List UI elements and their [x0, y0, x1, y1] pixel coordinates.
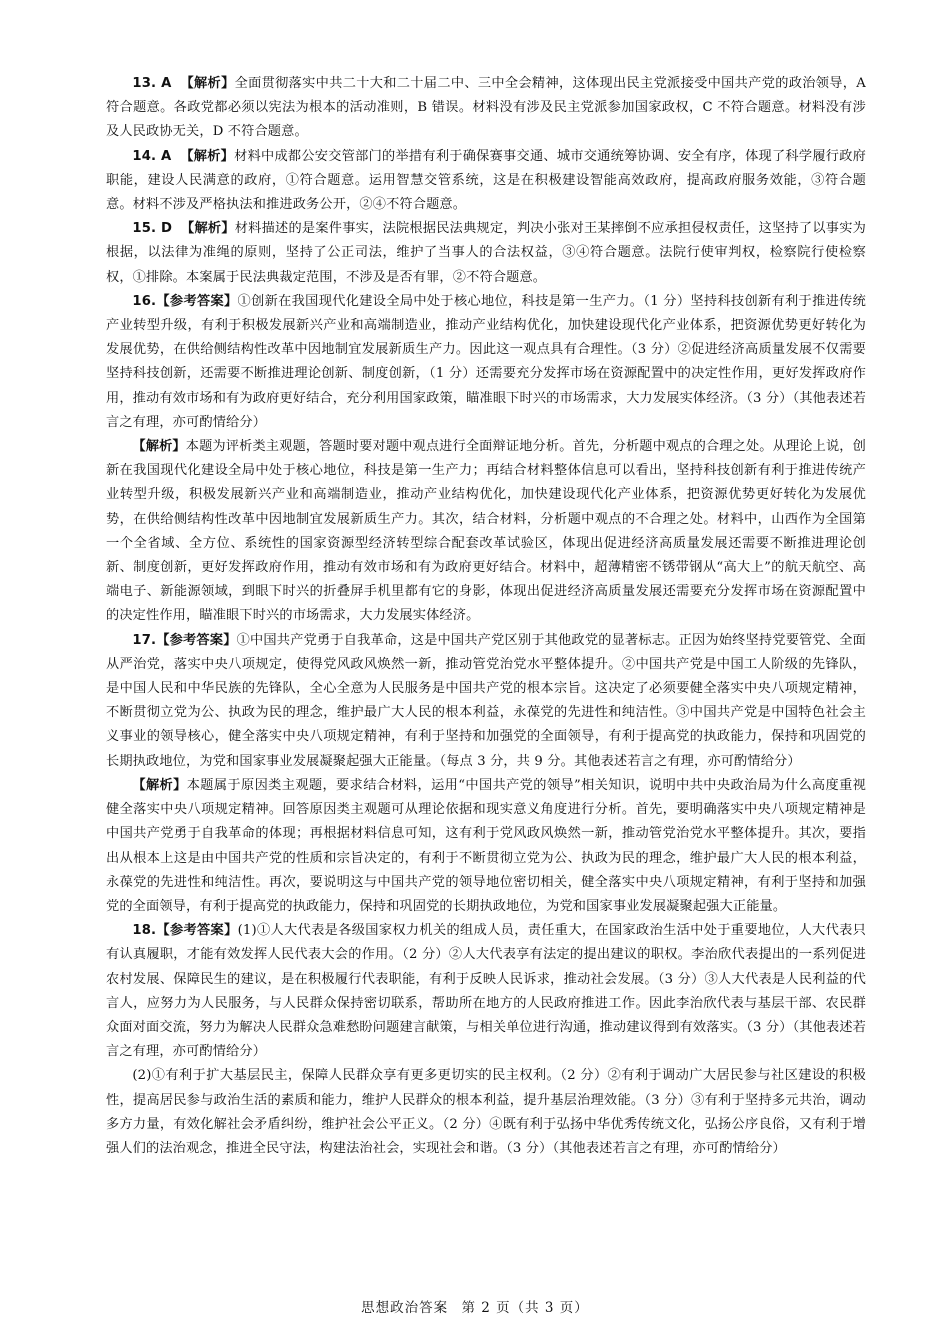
question-number: 18.	[132, 923, 157, 939]
analysis-tag: 【解析】	[181, 221, 235, 237]
question-number: 13. A	[132, 76, 172, 91]
answer-text: (1)①人大代表是各级国家权力机关的组成人员，责任重大，在国家政治生活中处于重要地位，人大代表只有认真履职，才能有效发挥人民代表大会的作用。（2 分）②人大代表享有法定的提出建议的职权。李治欣代表提出的一系列促进农村发展、保障民生的建议，是在积极履行代表职能，有利于反映人民诉求，推动社会发展。（3 分）③人大代表是人民利益的代言人，应努力为人民服务，与人民群众保持密切联系，帮助所在地方的人民政府推进工作。因此李治欣代表与基层干部、农民群众面对面交流，努力为解决人民群众急难愁盼问题建言献策，与相关单位进行沟通，推动建议得到有效落实。（3 分）（其他表述若言之有理，亦可酌情给分）	[106, 923, 866, 1060]
footer-subject: 思想政治答案	[361, 1300, 449, 1316]
page-footer	[0, 1296, 950, 1316]
analysis-tag: 【解析】	[180, 148, 235, 164]
analysis-tag: 【解析】	[180, 76, 235, 91]
answer-17	[106, 629, 866, 774]
analysis-text: 本题属于原因类主观题，要求结合材料，运用“中国共产党的领导”相关知识，说明中共中央政治局为什么高度重视健全落实中央八项规定精神。回答原因类主观题可从理论依据和现实意义角度进行分析。首先，要明确落实中央八项规定精神是中国共产党勇于自我革命的体现；再根据材料信息可知，这有利于党风政风焕然一新，推动管党治党水平整体提升。其次，要指出从根本上这是由中国共产党的性质和宗旨决定的，有利于不断贯彻立党为公、执政为民的理念，维护最广大人民的根本利益，永葆党的先进性和纯洁性。再次，要说明这与中国共产党的领导地位密切相关，健全落实中央八项规定精神，有利于坚持和加强党的全面领导，有利于提高党的执政能力，保持和巩固党的长期执政地位，为党和国家事业发展凝聚起强大正能量。	[106, 777, 866, 914]
answer-text: 全面贯彻落实中共二十大和二十届二中、三中全会精神，这体现出民主党派接受中国共产党的政治领导，A 符合题意。各政党都必须以宪法为根本的活动准则，B 错误。材料没有涉及民主党派参加国家政权，C 不符合题意。材料没有涉及人民政协无关，D 不符合题意。	[106, 76, 866, 140]
analysis-tag: 【解析】	[132, 439, 186, 455]
analysis-text: 本题为评析类主观题，答题时要对题中观点进行全面辩证地分析。首先，分析题中观点的合理之处。从理论上说，创新在我国现代化建设全局中处于核心地位，科技是第一生产力；再结合材料整体信息可以看出，坚持科技创新有利于推进传统产业转型升级，积极发展新兴产业和高端制造业，推动产业结构优化，加快建设现代化产业体系，把资源优势更好转化为发展优势，在供给侧结构性改革中因地制宜发展新质生产力。其次，结合材料，分析题中观点的不合理之处。材料中，山西作为全国第一个全省域、全方位、系统性的国家资源型经济转型综合配套改革试验区，体现出促进经济高质量发展还需要不断推进理论创新、制度创新，更好发挥政府作用，推动有效市场和有为政府更好结合。材料中，超薄精密不锈带钢从“高大上”的航天航空、高端电子、新能源领域，到眼下时兴的折叠屏手机里都有它的身影，体现出促进经济高质量发展还需要充分发挥市场在资源配置中的决定性作用，瞄准眼下时兴的市场需求，大力发展实体经济。	[106, 439, 866, 624]
reference-answer-tag: 【参考答案】	[156, 632, 237, 648]
answer-text: (2)①有利于扩大基层民主，保障人民群众享有更多更切实的民主权利。（2 分）②有利于调动广大居民参与社区建设的积极性，提高居民参与政治生活的素质和能力，维护人民群众的根本利益，提升基层治理效能。（3 分）③有利于坚持多元共治，调动多方力量，有效化解社会矛盾纠纷，维护社会公平正义。（2 分）④既有利于弘扬中华优秀传统文化，弘扬公序良俗，又有利于增强人们的法治观念，推进全民守法，构建法治社会，实现社会和谐。（3 分）（其他表述若言之有理，亦可酌情给分）	[106, 1068, 866, 1156]
question-number: 16.	[132, 293, 157, 309]
answer-text: 材料描述的是案件事实，法院根据民法典规定，判决小张对王某摔倒不应承担侵权责任，这坚持了以事实为根据，以法律为准绳的原则，坚持了公正司法，维护了当事人的合法权益，③④符合题意。法院行使审判权，检察院行使检察权，①排除。本案属于民法典裁定范围，不涉及是否有罪，②不符合题意。	[106, 221, 866, 285]
question-number: 15. D	[132, 221, 173, 237]
answer-18-part-2	[106, 1064, 866, 1161]
answer-text: ①中国共产党勇于自我革命，这是中国共产党区别于其他政党的显著标志。正因为始终坚持党要管党、全面从严治党，落实中央八项规定，使得党风政风焕然一新，推动管党治党水平整体提升。②中国共产党是中国工人阶级的先锋队，是中国人民和中华民族的先锋队，全心全意为人民服务是中国共产党的根本宗旨。这决定了必须要健全落实中央八项规定精神，不断贯彻立党为公、执政为民的理念，维护最广大人民的根本利益，永葆党的先进性和纯洁性。③中国共产党是中国特色社会主义事业的领导核心，健全落实中央八项规定精神，有利于坚持和加强党的全面领导，有利于提高党的执政能力，保持和巩固党的长期执政地位，为党和国家事业发展凝聚起强大正能量。（每点 3 分，共 9 分。其他表述若言之有理，亦可酌情给分）	[106, 632, 867, 769]
answer-15	[106, 217, 866, 290]
analysis-tag: 【解析】	[132, 777, 187, 793]
answer-18	[106, 919, 866, 1064]
reference-answer-tag: 【参考答案】	[156, 293, 238, 309]
question-number: 14. A	[132, 148, 172, 164]
answer-13	[106, 72, 866, 145]
analysis-17	[106, 774, 866, 919]
answer-content	[106, 72, 866, 1161]
answer-text: 材料中成都公安交管部门的举措有利于确保赛事交通、城市交通统筹协调、安全有序，体现了科学履行政府职能，建设人民满意的政府，①符合题意。运用智慧交管系统，这是在积极建设智能高效政府，提高政府服务效能，③符合题意。材料不涉及严格执法和推进政务公开，②④不符合题意。	[106, 148, 867, 213]
answer-14	[106, 145, 866, 218]
analysis-16	[106, 435, 866, 629]
footer-page-number: 第 2 页（共 3 页）	[461, 1300, 589, 1316]
question-number: 17.	[132, 632, 157, 648]
answer-16	[106, 290, 866, 435]
reference-answer-tag: 【参考答案】	[156, 923, 238, 939]
answer-text: ①创新在我国现代化建设全局中处于核心地位，科技是第一生产力。（1 分）坚持科技创新有利于推进传统产业转型升级，有利于积极发展新兴产业和高端制造业，推动产业结构优化，加快建设现代化产业体系，把资源优势更好转化为发展优势，在供给侧结构性改革中因地制宜发展新质生产力。因此这一观点具有合理性。（3 分）②促进经济高质量发展不仅需要坚持科技创新，还需要不断推进理论创新、制度创新，（1 分）还需要充分发挥市场在资源配置中的决定性作用，更好发挥政府作用，推动有效市场和有为政府更好结合，充分利用国家政策，瞄准眼下时兴的市场需求，大力发展实体经济。（3 分）（其他表述若言之有理，亦可酌情给分）	[106, 293, 866, 430]
